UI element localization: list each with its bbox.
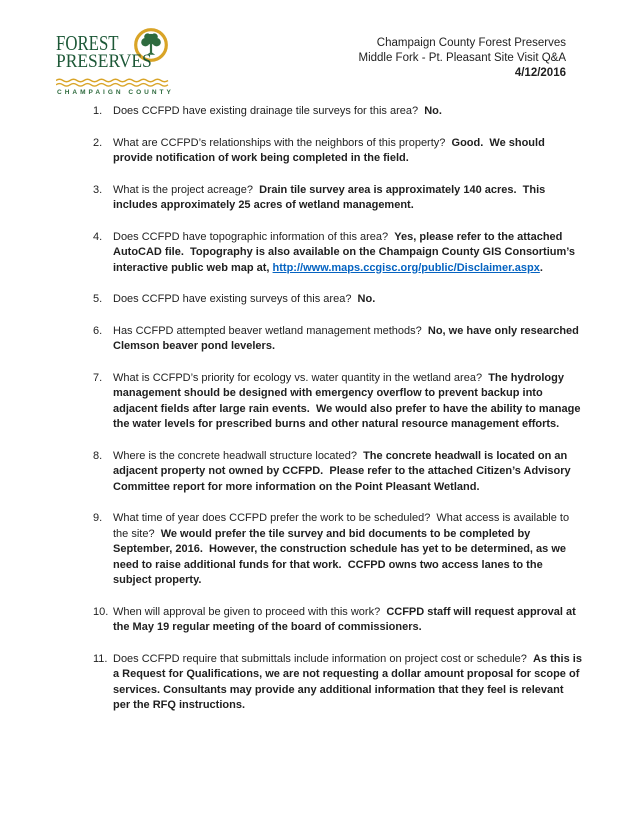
qa-number: 11. [93,652,108,665]
qa-question: What time of year does CCFPD prefer the work to be scheduled? What access is available to the site? [113,512,573,540]
qa-number: 5. [93,293,103,305]
header-org: Champaign County Forest Preserves [376,37,566,49]
qa-number: 8. [93,449,103,462]
qa-question: Does CCFPD require that submittals include information on project cost or schedule? [113,652,534,665]
forest-preserves-logo [56,24,176,98]
qa-text [113,371,582,433]
qa-answer [113,528,569,587]
qa-answer-text: We would prefer the tile survey and bid documents to be completed by September, 2016. However, the construction schedule has yet to be determined, as we need to raise additional funds for that work. CCFPD owns two access lanes to the subject property. [113,527,570,586]
qa-text [113,324,582,355]
qa-number: 2. [93,136,103,149]
qa-number: 1. [93,105,103,117]
qa-question: What is CCFPD’s priority for ecology vs. water quantity in the wetland area? [113,371,489,384]
qa-question: What is the project acreage? [113,183,260,196]
qa-text [113,652,585,714]
qa-question: Where is the concrete headwall structure located? [113,449,364,462]
qa-text [113,449,582,496]
qa-answer-text: The concrete headwall is located on an adjacent property not owned by CCFPD. Please refer to the attached Citizen’s Advisory Committee report for more information on the Point Pleasant Wetland. [113,449,574,493]
qa-item [75,371,582,433]
qa-text [113,136,582,167]
header-meta [358,36,566,81]
qa-text [113,292,582,308]
qa-question: When will approval be given to proceed with this work? [113,605,387,618]
header-doc-title: Middle Fork - Pt. Pleasant Site Visit Q&A [358,52,566,64]
qa-answer-text: No, we have only researched Clemson beaver pond levelers. [113,324,582,352]
waves-icon [56,78,170,88]
qa-answer-text: . [539,261,543,274]
qa-answer-text: Good. We should provide notification of work being completed in the field. [113,136,548,164]
header-date: 4/12/2016 [514,67,566,79]
qa-item [75,324,582,355]
logo-text-preserves: PRESERVES [56,51,152,72]
qa-number: 10. [93,605,109,618]
qa-answer-text: Drain tile survey area is approximately 140 acres. This includes approximately 25 acres of wetland management. [113,183,549,211]
qa-item [75,104,582,120]
qa-answer-text: No. [424,105,442,117]
disclaimer-hyperlink[interactable]: http://www.maps.ccgisc.org/public/Disclaimer.aspx [272,261,540,274]
qa-question: Has CCFPD attempted beaver wetland management methods? [113,324,428,337]
qa-number: 4. [93,230,103,243]
logo-text-county: CHAMPAIGN COUNTY [57,89,174,96]
qa-question: Does CCFPD have existing drainage tile surveys for this area? [113,105,425,117]
qa-item [75,292,582,308]
qa-text [113,605,582,636]
qa-number: 6. [93,324,103,337]
qa-question: What are CCFPD’s relationships with the neighbors of this property? [113,136,452,149]
qa-question: Does CCFPD have topographic information of this area? [113,230,395,243]
qa-answer [424,105,442,117]
qa-number: 7. [93,371,103,384]
logo-text-forest: FOREST [56,31,119,55]
qa-list [75,104,585,714]
qa-answer-text: The hydrology management should be designed with emergency overflow to prevent backup into adjacent fields after large rain events. We would also prefer to have the ability to manage the water levels for prescribed burns and other natural resource management efforts. [113,371,584,430]
qa-answer-text: As this is a Request for Qualifications, we are not requesting a dollar amount proposal for scope of services. Consultants may provide any additional information that they feel is relevant per the RFQ instructions. [113,652,585,711]
qa-number: 9. [93,512,103,524]
qa-item [75,605,582,636]
qa-answer-text: CCFPD staff will request approval at the May 19 regular meeting of the board of commissioners. [113,605,579,633]
qa-answer-text: Yes, please refer to the attached AutoCAD file. Topography is also available on the Champaign County GIS Consortium’s interactive public web map at, [113,230,579,274]
qa-answer-text: No. [357,293,376,305]
qa-answer [358,293,376,305]
qa-text [113,511,582,589]
qa-text [113,104,582,120]
qa-item [75,183,582,214]
qa-item [75,136,582,167]
qa-number: 3. [93,183,103,196]
qa-item [75,652,585,714]
qa-item [75,511,582,589]
qa-question: Does CCFPD have existing surveys of this area? [113,293,358,305]
qa-item [75,230,582,277]
qa-text [113,183,582,214]
qa-text [113,230,582,277]
qa-item [75,449,582,496]
